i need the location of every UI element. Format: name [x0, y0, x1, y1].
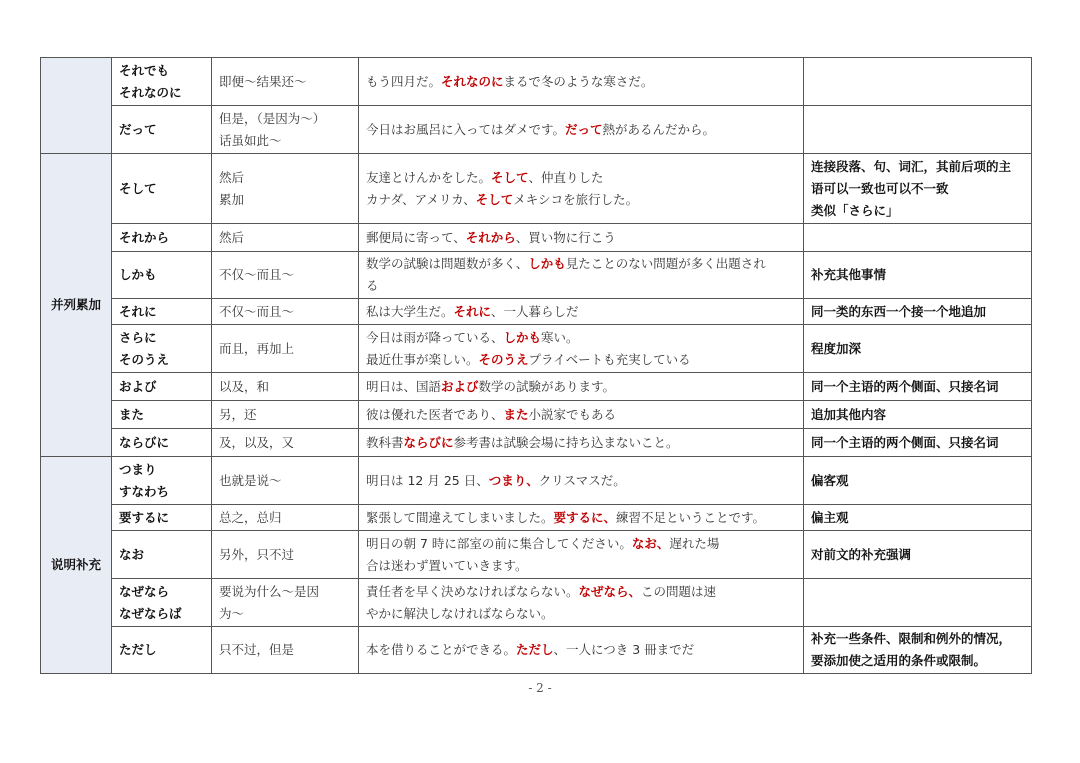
example-text: 見たことのない問題が多く出題され	[565, 256, 766, 271]
conjunction-cell	[112, 252, 212, 299]
example-text: 彼は優れた医者であり、	[366, 406, 504, 422]
text-line: 类似「さらに」	[811, 202, 899, 218]
highlighted-conjunction: ならびに	[403, 434, 454, 450]
text-line: 及，以及，又	[219, 434, 295, 450]
example-text: 明日の朝 7 時に部室の前に集合してください。	[366, 535, 632, 551]
text-line: 程度加深	[811, 340, 862, 356]
conjunction-cell	[112, 531, 212, 579]
example-line	[366, 470, 796, 492]
usage-note-cell	[804, 299, 1032, 325]
conjunction-cell	[112, 373, 212, 401]
example-text: 参考書は試験会場に持ち込まないこと。	[453, 434, 679, 450]
grammar-table	[40, 57, 1032, 674]
conjunction-cell	[112, 505, 212, 531]
page-number: - 2 -	[528, 681, 552, 695]
table-row	[41, 531, 1032, 579]
highlighted-conjunction: 要するに、	[553, 509, 617, 525]
text-line: ならびに	[119, 434, 170, 450]
example-text: 寒い。	[541, 329, 579, 345]
conjunction-cell	[112, 224, 212, 252]
text-line: 要するに	[119, 509, 170, 525]
example-cell	[359, 252, 804, 299]
text-line: および	[119, 378, 157, 394]
example-text: 本を借りることができる。	[366, 642, 517, 657]
text-line: 但是，（是因为～）	[219, 110, 326, 126]
example-cell	[359, 325, 804, 373]
example-line	[366, 349, 796, 371]
example-text: やかに解決しなければならない。	[366, 605, 554, 621]
meaning-cell	[212, 457, 359, 505]
table-row	[41, 457, 1032, 505]
meaning-cell	[212, 106, 359, 154]
meaning-cell	[212, 58, 359, 106]
usage-note-cell	[804, 106, 1032, 154]
table-row	[41, 579, 1032, 627]
example-cell	[359, 106, 804, 154]
example-text: 数学の試験があります。	[478, 378, 616, 394]
example-line	[366, 227, 796, 249]
example-text: 最近仕事が楽しい。	[366, 351, 479, 367]
text-line: だって	[119, 121, 157, 137]
conjunction-cell	[112, 579, 212, 627]
text-line: 语可以一致也可以不一致	[811, 180, 949, 196]
example-text: 遅れた場	[669, 535, 720, 551]
example-text: プライベートも充実している	[528, 351, 691, 367]
example-line	[366, 327, 796, 349]
highlighted-conjunction: つまり、	[488, 472, 539, 488]
example-text: 小説家でもある	[528, 406, 617, 422]
meaning-cell	[212, 224, 359, 252]
meaning-cell	[212, 627, 359, 674]
table-row	[41, 154, 1032, 224]
text-line: それから	[119, 229, 170, 245]
highlighted-conjunction: なお、	[631, 535, 670, 551]
example-text: 、一人につき 3 冊までだ	[553, 642, 695, 657]
text-line: さらに	[119, 329, 157, 345]
example-line	[366, 253, 796, 275]
text-line: なぜならば	[119, 605, 182, 621]
example-line	[366, 533, 796, 555]
table-row	[41, 299, 1032, 325]
highlighted-conjunction: なぜなら、	[578, 583, 642, 599]
text-line: 即便～结果还～	[219, 73, 307, 89]
conjunction-cell	[112, 299, 212, 325]
text-line: 总之，总归	[219, 509, 282, 525]
example-cell	[359, 579, 804, 627]
text-line: 而且，再加上	[219, 340, 295, 356]
highlighted-conjunction: だって	[565, 121, 603, 137]
table-row	[41, 224, 1032, 252]
meaning-cell	[212, 252, 359, 299]
example-text: 郵便局に寄って、	[366, 229, 466, 245]
highlighted-conjunction: そして	[475, 191, 514, 207]
example-text: 今日は雨が降っている、	[366, 329, 504, 345]
category-cell	[41, 58, 112, 154]
example-line	[366, 119, 796, 141]
text-line: つまり	[119, 461, 157, 477]
example-text: 友達とけんかをした。	[366, 169, 492, 185]
meaning-cell	[212, 429, 359, 457]
highlighted-conjunction: ただし	[516, 642, 554, 657]
text-line: 然后	[219, 169, 245, 185]
table-row	[41, 401, 1032, 429]
example-text: カナダ、アメリカ、	[366, 191, 476, 207]
example-text: 合は迷わず置いていきます。	[366, 557, 528, 573]
usage-note-cell	[804, 224, 1032, 252]
example-line	[366, 71, 796, 93]
example-text: 明日は、国語	[366, 378, 442, 394]
usage-note-cell	[804, 457, 1032, 505]
text-line: 不仅～而且～	[219, 303, 295, 319]
example-line	[366, 301, 796, 323]
example-text: 練習不足ということです。	[616, 509, 766, 525]
conjunction-cell	[112, 154, 212, 224]
text-line: 另外，只不过	[219, 546, 295, 562]
text-line: 同一个主语的两个侧面、只接名词	[811, 434, 999, 450]
example-line	[366, 555, 796, 577]
example-text: 教科書	[366, 434, 404, 450]
text-line: なお	[119, 546, 145, 562]
text-line: 同一个主语的两个侧面、只接名词	[811, 378, 999, 394]
text-line: そして	[119, 180, 157, 196]
conjunction-cell	[112, 429, 212, 457]
text-line: それに	[119, 303, 157, 319]
text-line: 补充其他事情	[811, 267, 887, 282]
text-line: 追加其他内容	[811, 406, 887, 422]
example-cell	[359, 224, 804, 252]
grammar-table-body	[41, 58, 1032, 674]
meaning-cell	[212, 401, 359, 429]
example-cell	[359, 154, 804, 224]
conjunction-cell	[112, 58, 212, 106]
example-line	[366, 376, 796, 398]
text-line: 另，还	[219, 406, 257, 422]
text-line: しかも	[119, 267, 157, 282]
table-row	[41, 505, 1032, 531]
table-row	[41, 325, 1032, 373]
example-line	[366, 404, 796, 426]
table-row	[41, 106, 1032, 154]
example-text: 私は大学生だ。	[366, 303, 454, 319]
conjunction-cell	[112, 401, 212, 429]
meaning-cell	[212, 505, 359, 531]
example-text: 熱があるんだから。	[602, 121, 716, 137]
example-cell	[359, 531, 804, 579]
category-cell: 并列累加	[41, 154, 112, 457]
highlighted-conjunction: しかも	[528, 256, 566, 271]
text-line: それなのに	[119, 84, 182, 100]
text-line: 也就是说～	[219, 472, 282, 488]
table-row	[41, 252, 1032, 299]
text-line: 以及，和	[219, 378, 270, 394]
usage-note-cell	[804, 579, 1032, 627]
highlighted-conjunction: それに	[453, 303, 492, 319]
example-text: クリスマスだ。	[538, 472, 626, 488]
conjunction-cell	[112, 106, 212, 154]
text-line: ただし	[119, 642, 157, 657]
text-line: 为～	[219, 605, 245, 621]
usage-note-cell	[804, 373, 1032, 401]
highlighted-conjunction: しかも	[503, 329, 542, 345]
text-line: それでも	[119, 62, 170, 78]
usage-note-cell	[804, 252, 1032, 299]
table-row	[41, 373, 1032, 401]
text-line: 补充一些条件、限制和例外的情况，	[811, 631, 1012, 646]
meaning-cell	[212, 579, 359, 627]
example-text: 今日はお風呂に入ってはダメです。	[366, 121, 566, 137]
example-text: 責任者を早く決めなければならない。	[366, 583, 579, 599]
meaning-cell	[212, 373, 359, 401]
example-line	[366, 189, 796, 211]
example-cell	[359, 299, 804, 325]
usage-note-cell	[804, 531, 1032, 579]
highlighted-conjunction: そのうえ	[478, 351, 529, 367]
usage-note-cell	[804, 154, 1032, 224]
text-line: 偏客观	[811, 472, 849, 488]
highlighted-conjunction: および	[441, 378, 479, 394]
example-cell	[359, 505, 804, 531]
example-text: もう四月だ。	[366, 73, 442, 89]
usage-note-cell	[804, 429, 1032, 457]
text-line: 要添加使之适用的条件或限制。	[811, 653, 987, 668]
table-row	[41, 627, 1032, 674]
example-cell	[359, 58, 804, 106]
conjunction-cell	[112, 627, 212, 674]
conjunction-cell	[112, 457, 212, 505]
highlighted-conjunction: また	[503, 406, 529, 422]
example-text: この問題は速	[641, 583, 717, 599]
conjunction-cell	[112, 325, 212, 373]
text-line: 要说为什么～是因	[219, 583, 320, 599]
meaning-cell	[212, 531, 359, 579]
example-text: 、一人暮らしだ	[491, 303, 579, 319]
table-row	[41, 58, 1032, 106]
usage-note-cell	[804, 401, 1032, 429]
example-line	[366, 507, 796, 529]
example-cell	[359, 401, 804, 429]
example-line	[366, 581, 796, 603]
example-text: る	[366, 278, 379, 293]
table-row	[41, 429, 1032, 457]
text-line: 累加	[219, 191, 245, 207]
example-text: 、買い物に行こう	[515, 229, 616, 245]
text-line: 话虽如此～	[219, 132, 282, 148]
text-line: 然后	[219, 229, 245, 245]
highlighted-conjunction: それから	[465, 229, 516, 245]
text-line: 不仅～而且～	[219, 267, 295, 282]
text-line: 连接段落、句、词汇，其前后项的主	[811, 158, 1012, 174]
example-cell	[359, 627, 804, 674]
text-line: 同一类的东西一个接一个地追加	[811, 303, 987, 319]
usage-note-cell	[804, 58, 1032, 106]
meaning-cell	[212, 299, 359, 325]
example-cell	[359, 429, 804, 457]
usage-note-cell	[804, 505, 1032, 531]
meaning-cell	[212, 325, 359, 373]
text-line: すなわち	[119, 483, 170, 499]
example-line	[366, 639, 796, 661]
text-line: 偏主观	[811, 509, 849, 525]
example-text: 、仲直りした	[528, 169, 604, 185]
text-line: また	[119, 406, 145, 422]
highlighted-conjunction: それなのに	[441, 73, 504, 89]
example-line	[366, 167, 796, 189]
example-line	[366, 603, 796, 625]
text-line: 对前文的补充强调	[811, 546, 912, 562]
usage-note-cell	[804, 325, 1032, 373]
example-cell	[359, 373, 804, 401]
example-line	[366, 432, 796, 454]
meaning-cell	[212, 154, 359, 224]
example-line	[366, 275, 796, 297]
text-line: そのうえ	[119, 351, 170, 367]
highlighted-conjunction: そして	[491, 169, 529, 185]
example-text: 数学の試験は問題数が多く、	[366, 256, 529, 271]
text-line: なぜなら	[119, 583, 170, 599]
example-cell	[359, 457, 804, 505]
example-text: メキシコを旅行した。	[513, 191, 639, 207]
category-cell: 说明补充	[41, 457, 112, 674]
example-text: 明日は 12 月 25 日、	[366, 472, 489, 488]
example-text: まるで冬のような寒さだ。	[503, 73, 654, 89]
example-text: 緊張して間違えてしまいました。	[366, 509, 554, 525]
usage-note-cell	[804, 627, 1032, 674]
text-line: 只不过，但是	[219, 642, 295, 657]
